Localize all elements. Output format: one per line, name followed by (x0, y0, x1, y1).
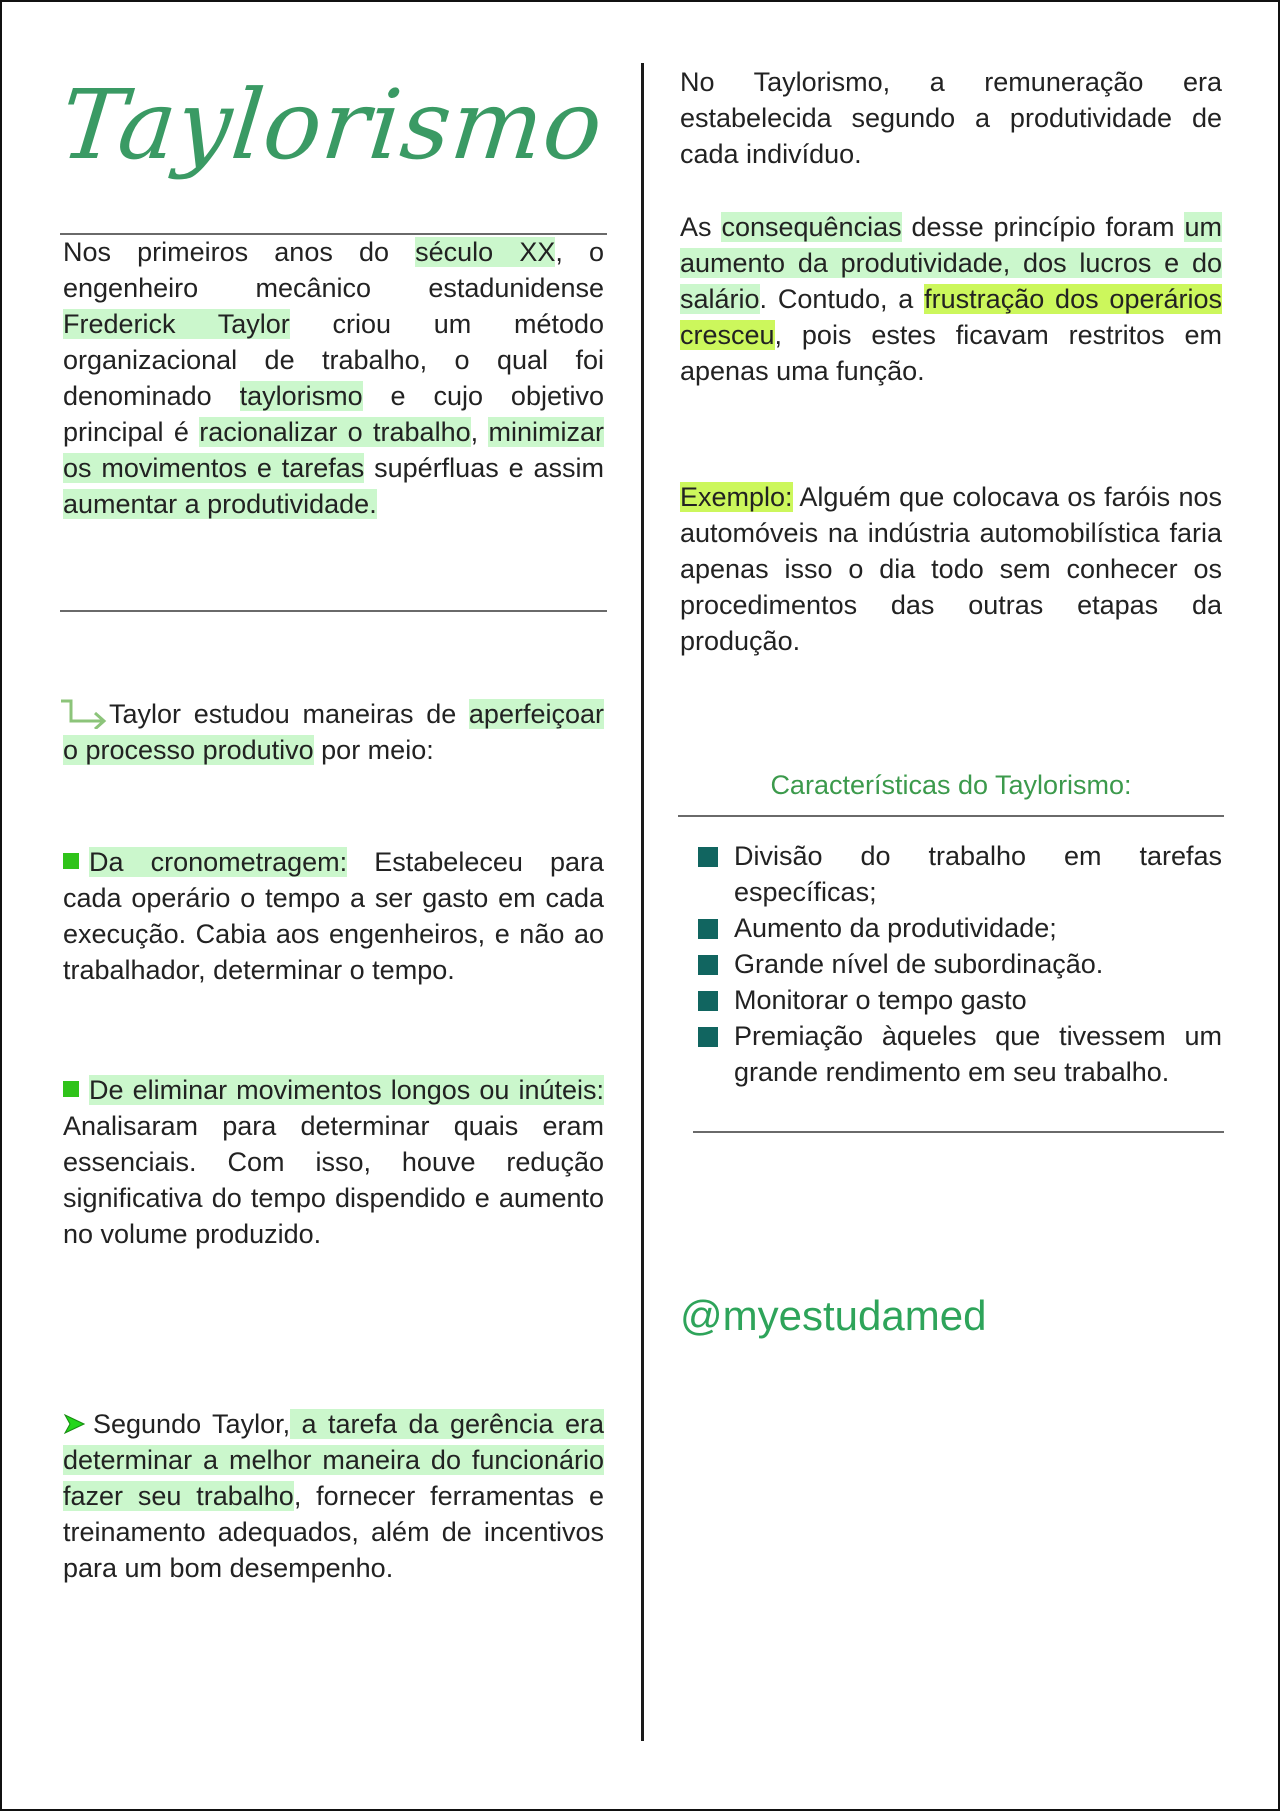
characteristics-title: Características do Taylorismo: (770, 770, 1132, 800)
teal-square-bullet-icon (698, 919, 718, 939)
intro-bottom-rule (60, 610, 607, 612)
list-item: Aumento da produtividade; (698, 910, 1222, 946)
bullet-cronometragem: Da cronometragem: Estabeleceu para cada operário o tempo a ser gasto em cada execução. Cabia aos engenheiros, e não ao trabalhador, determinar o tempo. (63, 847, 604, 985)
page-title: Taylorismo (55, 69, 609, 181)
characteristics-list (698, 838, 1222, 1090)
column-divider (641, 63, 644, 1741)
social-handle: @myestudamed (680, 1292, 987, 1339)
consequences-paragraph: As consequências desse princípio foram um aumento da produtividade, dos lucros e do salário. Contudo, a frustração dos operários cresceu, pois estes ficavam restritos em apenas uma função. (680, 212, 1222, 386)
remuneration-paragraph: No Taylorismo, a remuneração era estabelecida segundo a produtividade de cada indivíduo. (680, 67, 1222, 169)
example-paragraph: Exemplo: Alguém que colocava os faróis nos automóveis na indústria automobilística faria apenas isso o dia todo sem conhecer os procedimentos das outras etapas da produção. (680, 482, 1222, 656)
bullet-eliminar-movimentos: De eliminar movimentos longos ou inúteis: Analisaram para determinar quais eram essenciais. Com isso, houve redução significativa do tempo dispendido e aumento no volume produzido. (63, 1075, 604, 1249)
studied-paragraph: Taylor estudou maneiras de aperfeiçoar o processo produtivo por meio: (63, 696, 604, 768)
green-square-bullet-icon (63, 853, 79, 869)
teal-square-bullet-icon (698, 1027, 718, 1047)
green-square-bullet-icon (63, 1081, 79, 1097)
list-item: Grande nível de subordinação. (698, 946, 1222, 982)
list-item: Divisão do trabalho em tarefas específicas; (698, 838, 1222, 910)
example-label: Exemplo: (680, 482, 793, 512)
management-paragraph: Segundo Taylor, a tarefa da gerência era determinar a melhor maneira do funcionário fazer seu trabalho, fornecer ferramentas e treinamento adequados, além de incentivos para um bom desempenho. (63, 1409, 604, 1583)
list-item: Premiação àqueles que tivessem um grande rendimento em seu trabalho. (698, 1018, 1222, 1090)
list-item: Monitorar o tempo gasto (698, 982, 1222, 1018)
characteristics-top-rule (678, 815, 1224, 817)
characteristics-bottom-rule (693, 1131, 1224, 1133)
teal-square-bullet-icon (698, 955, 718, 975)
green-triangle-bullet-icon (63, 1413, 85, 1435)
intro-paragraph: Nos primeiros anos do século XX, o engenheiro mecânico estadunidense Frederick Taylor criou um método organizacional de trabalho, o qual foi denominado taylorismo e cujo objetivo principal é racionalizar o trabalho, minimizar os movimentos e tarefas supérfluas e assim aumentar a produtividade. (63, 237, 605, 519)
arrow-return-icon (59, 697, 109, 729)
teal-square-bullet-icon (698, 991, 718, 1011)
teal-square-bullet-icon (698, 847, 718, 867)
